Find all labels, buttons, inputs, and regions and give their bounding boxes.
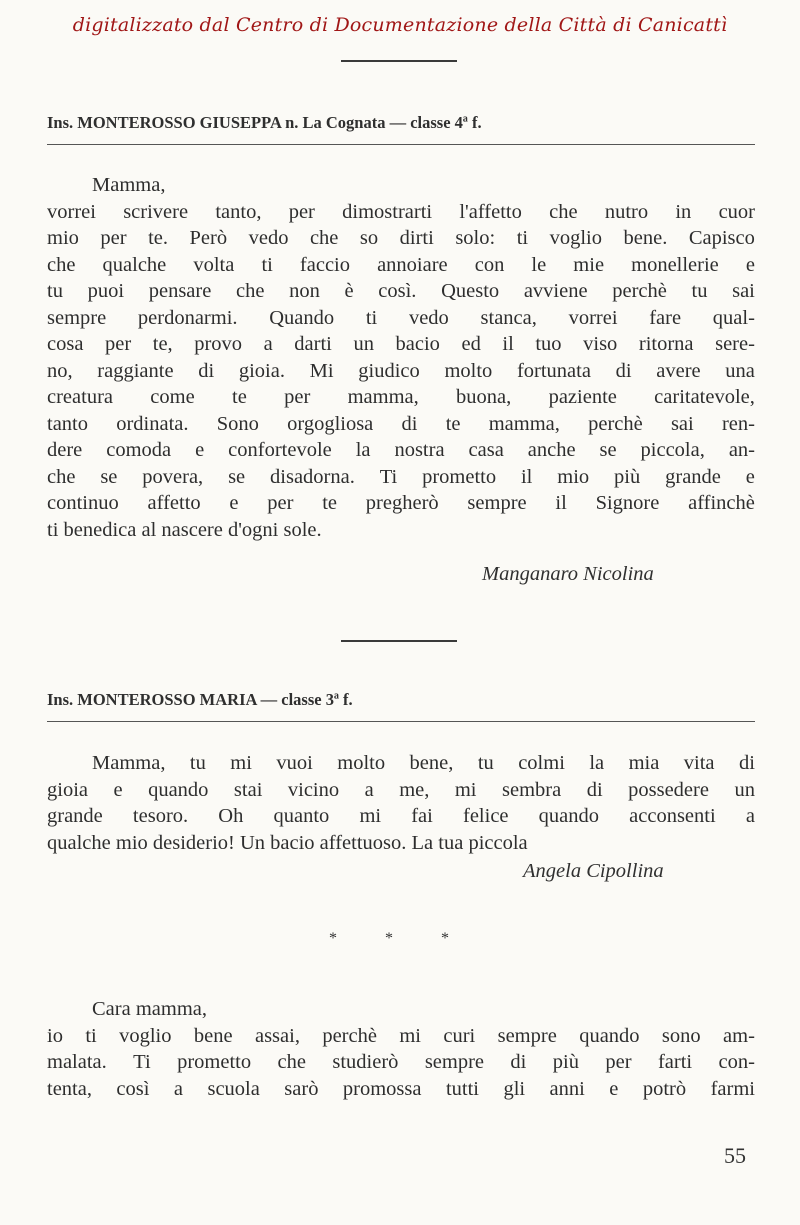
word: ti xyxy=(261,253,273,276)
word: per xyxy=(284,386,311,408)
word: assai, xyxy=(254,1024,300,1047)
word: l'affetto xyxy=(459,200,522,223)
word: un xyxy=(734,778,755,801)
letter-3 xyxy=(47,996,755,1102)
word: solo: xyxy=(455,227,496,249)
word: se xyxy=(599,439,617,461)
word: creatura xyxy=(47,386,113,408)
word: potrò xyxy=(642,1077,687,1100)
word: Ti xyxy=(133,1051,151,1073)
word: bacio xyxy=(395,333,440,355)
word: vita xyxy=(683,752,715,774)
word: ti xyxy=(365,306,378,329)
word: te, xyxy=(152,333,173,355)
word: am- xyxy=(723,1024,755,1047)
word: vorrei xyxy=(47,200,96,223)
word: ed xyxy=(461,333,481,355)
letter-line xyxy=(47,278,755,305)
word: qual- xyxy=(712,306,755,329)
word: io xyxy=(47,1024,63,1047)
word: sere- xyxy=(715,333,755,355)
word: tu xyxy=(189,752,206,774)
word: affinchè xyxy=(688,492,755,514)
word: tesoro. xyxy=(132,805,189,827)
word: quando xyxy=(148,778,209,801)
word: te xyxy=(322,492,338,514)
letter-line xyxy=(47,750,755,777)
word: annoiare xyxy=(377,253,448,276)
word: e xyxy=(745,465,755,488)
word: tuo xyxy=(535,333,562,355)
word: mie xyxy=(573,253,605,276)
word: di xyxy=(586,778,603,801)
word: sempre xyxy=(424,1051,485,1073)
word: Capisco xyxy=(688,227,755,249)
letter-line xyxy=(47,305,755,332)
word: per xyxy=(100,227,127,249)
word: gli xyxy=(503,1077,526,1100)
word: fare xyxy=(649,306,682,329)
word: dirti xyxy=(399,227,434,249)
word: un xyxy=(353,333,374,355)
letter-line xyxy=(47,411,755,438)
word: la xyxy=(355,439,371,461)
word: con xyxy=(474,253,505,276)
word: te xyxy=(445,412,461,435)
word: pregherò xyxy=(365,492,439,514)
word: che xyxy=(549,200,578,223)
letter-line xyxy=(47,331,755,358)
word: molto xyxy=(337,752,386,774)
word: il xyxy=(502,333,514,355)
word: caritatevole, xyxy=(654,386,755,408)
word: molto xyxy=(444,359,493,382)
word: perchè xyxy=(588,412,643,435)
word: mi xyxy=(454,778,477,801)
word: paziente xyxy=(548,386,617,408)
word: colmi xyxy=(518,752,565,774)
word: di xyxy=(198,359,215,382)
word: stai xyxy=(233,778,263,801)
word: se xyxy=(100,465,118,488)
word: le xyxy=(531,253,547,276)
word: grande xyxy=(665,465,721,488)
letter-line xyxy=(47,464,755,491)
word: piccola, xyxy=(640,439,705,461)
word: giudico xyxy=(358,359,420,382)
word: continuo xyxy=(47,492,119,514)
word: sai xyxy=(732,280,755,302)
letter-line xyxy=(47,803,755,830)
word: mi xyxy=(230,752,252,774)
letter-line xyxy=(47,358,755,385)
separator-rule xyxy=(341,640,457,642)
word: con- xyxy=(718,1051,755,1073)
signature: Angela Cipollina xyxy=(523,860,664,882)
word: mio xyxy=(47,227,79,249)
word: voglio xyxy=(119,1024,172,1047)
word: per xyxy=(105,333,132,355)
word: studierò xyxy=(332,1051,399,1073)
page-number: 55 xyxy=(724,1143,746,1168)
letter-line xyxy=(47,225,755,252)
word: Questo xyxy=(441,280,500,302)
header-underline xyxy=(47,721,755,722)
header-underline xyxy=(47,144,755,145)
word: promossa xyxy=(342,1077,422,1100)
word: perchè xyxy=(322,1024,377,1047)
word: tu xyxy=(47,280,63,302)
word: per xyxy=(267,492,294,514)
word: casa xyxy=(468,439,504,461)
word: fortunata xyxy=(516,359,591,382)
letter-line xyxy=(47,1076,755,1103)
letter-line xyxy=(47,384,755,411)
word: no, xyxy=(47,359,73,382)
word: felice xyxy=(463,805,509,827)
word: tu xyxy=(477,752,494,774)
word: qualche xyxy=(102,253,167,276)
word: bene, xyxy=(409,752,454,774)
word: prometto xyxy=(422,465,497,488)
word: te xyxy=(232,386,247,408)
word: anni xyxy=(549,1077,585,1100)
word: comoda xyxy=(106,439,172,461)
signature: Manganaro Nicolina xyxy=(482,563,654,585)
word: farti xyxy=(657,1051,693,1073)
word: vedo xyxy=(408,306,449,329)
word: bene xyxy=(193,1024,233,1047)
word: e xyxy=(745,253,755,276)
word: nutro xyxy=(604,200,649,223)
word: a xyxy=(745,805,755,827)
word: mio xyxy=(557,465,590,488)
word: raggiante xyxy=(97,359,174,382)
word: mamma, xyxy=(488,412,560,435)
word: vicino xyxy=(287,778,340,801)
word: ordinata. xyxy=(116,412,189,435)
word: acconsenti xyxy=(629,805,716,827)
word: affetto xyxy=(147,492,201,514)
word: di xyxy=(510,1051,527,1073)
word: possedere xyxy=(628,778,709,801)
word: nostra xyxy=(394,439,445,461)
word: ti xyxy=(85,1024,97,1047)
word: quanto xyxy=(273,805,330,827)
word: che xyxy=(277,1051,306,1073)
word: sempre xyxy=(47,306,107,329)
word: orgogliosa xyxy=(287,412,374,435)
word: dimostrarti xyxy=(342,200,433,223)
word: darti xyxy=(294,333,332,355)
word: vuoi xyxy=(276,752,313,774)
word: per xyxy=(288,200,315,223)
word: gioia. xyxy=(238,359,285,382)
word: in xyxy=(675,200,692,223)
word: sempre xyxy=(497,1024,557,1047)
letter-line xyxy=(47,1049,755,1076)
word: Oh xyxy=(218,805,244,827)
word: curi xyxy=(443,1024,476,1047)
word: Sono xyxy=(216,412,259,435)
word: che xyxy=(47,465,76,488)
word: povera, xyxy=(142,465,204,488)
letter-line xyxy=(47,199,755,226)
section-header-2: Ins. MONTEROSSO MARIA — classe 3ª f. xyxy=(47,690,353,709)
word: tenta, xyxy=(47,1077,92,1100)
word: viso xyxy=(583,333,618,355)
word: perdonarmi. xyxy=(137,306,238,329)
word: e xyxy=(229,492,239,514)
word: Quando xyxy=(269,306,335,329)
word: più xyxy=(552,1051,579,1073)
word: monellerie xyxy=(631,253,719,276)
word: così xyxy=(116,1077,150,1100)
word: dere xyxy=(47,439,83,461)
word: tanto xyxy=(47,412,88,435)
word: come xyxy=(150,386,195,408)
word: la xyxy=(589,752,605,774)
letter-salutation: Mamma, xyxy=(92,174,166,196)
word: di xyxy=(401,412,418,435)
word: confortevole xyxy=(228,439,332,461)
word: non xyxy=(289,280,320,302)
word: an- xyxy=(728,439,755,461)
word: che xyxy=(309,227,339,249)
word: ren- xyxy=(721,412,755,435)
word: faccio xyxy=(299,253,350,276)
word: prometto xyxy=(177,1051,252,1073)
word: anche xyxy=(527,439,576,461)
word: mi xyxy=(359,805,382,827)
word: che xyxy=(47,253,76,276)
word: sarò xyxy=(284,1077,319,1100)
word: sempre xyxy=(467,492,527,514)
word: Signore xyxy=(595,492,660,514)
word: te. xyxy=(148,227,169,249)
word: bene. xyxy=(623,227,668,249)
word: malata. xyxy=(47,1051,107,1073)
word: e xyxy=(113,778,123,801)
word: se xyxy=(228,465,246,488)
letter-line: ti benedica al nascere d'ogni sole. xyxy=(47,518,322,541)
word: vedo xyxy=(248,227,289,249)
word: sono xyxy=(661,1024,701,1047)
word: farmi xyxy=(710,1077,755,1100)
word: gioia xyxy=(47,778,88,801)
word: scuola xyxy=(207,1077,260,1100)
word: è xyxy=(344,280,354,302)
word: a xyxy=(173,1077,184,1100)
word: perchè xyxy=(612,280,667,302)
word: Ti xyxy=(379,465,398,488)
word: mi xyxy=(399,1024,421,1047)
letter-line: qualche mio desiderio! Un bacio affettuoso. La tua piccola xyxy=(47,831,528,854)
letter-line xyxy=(47,490,755,517)
word: e xyxy=(609,1077,619,1100)
word: so xyxy=(359,227,379,249)
word: grande xyxy=(47,805,103,827)
word: a xyxy=(364,778,374,801)
word: fai xyxy=(411,805,433,827)
letter-line xyxy=(47,252,755,279)
letter-line xyxy=(47,777,755,804)
word: tanto, xyxy=(215,200,262,223)
word: una xyxy=(725,359,755,382)
word: sembra xyxy=(502,778,562,801)
letter-1 xyxy=(47,172,755,543)
word: mia xyxy=(628,752,660,774)
word: il xyxy=(520,465,533,488)
word: provo xyxy=(194,333,243,355)
word: scrivere xyxy=(123,200,189,223)
separator-rule xyxy=(341,60,457,62)
word: pensare xyxy=(148,280,212,302)
word: così. xyxy=(378,280,417,302)
word: Mi xyxy=(309,359,334,382)
word: mamma, xyxy=(347,386,419,408)
word: quando xyxy=(538,805,600,827)
word: di xyxy=(615,359,632,382)
word: buona, xyxy=(456,386,512,408)
word: più xyxy=(614,465,641,488)
word: a xyxy=(263,333,273,355)
word: il xyxy=(555,492,567,514)
word: per xyxy=(605,1051,632,1073)
word: che xyxy=(235,280,265,302)
word: di xyxy=(738,752,755,774)
word: Però xyxy=(189,227,228,249)
word: cosa xyxy=(47,333,84,355)
word: avviene xyxy=(523,280,588,302)
letter-2 xyxy=(47,750,755,856)
letter-line xyxy=(47,1023,755,1050)
word: volta xyxy=(193,253,235,276)
letter-line xyxy=(47,437,755,464)
word: voglio xyxy=(549,227,602,249)
word: cuor xyxy=(718,200,755,223)
word: quando xyxy=(579,1024,640,1047)
word: ti xyxy=(516,227,529,249)
word: tu xyxy=(691,280,708,302)
letter-salutation: Cara mamma, xyxy=(92,998,207,1020)
word: puoi xyxy=(87,280,125,302)
word: e xyxy=(195,439,205,461)
word: stanca, xyxy=(480,306,537,329)
section-header-1: Ins. MONTEROSSO GIUSEPPA n. La Cognata — classe 4ª f. xyxy=(47,113,482,132)
word: ritorna xyxy=(638,333,694,355)
word: Mamma, xyxy=(92,752,166,774)
section-stars: * * * xyxy=(329,930,471,947)
word: disadorna. xyxy=(270,465,355,488)
word: avere xyxy=(656,359,701,382)
digitization-watermark: digitalizzato dal Centro di Documentazione della Città di Canicattì xyxy=(72,14,728,36)
word: tutti xyxy=(445,1077,479,1100)
word: vorrei xyxy=(568,306,618,329)
word: sai xyxy=(670,412,694,435)
word: me, xyxy=(399,778,430,801)
